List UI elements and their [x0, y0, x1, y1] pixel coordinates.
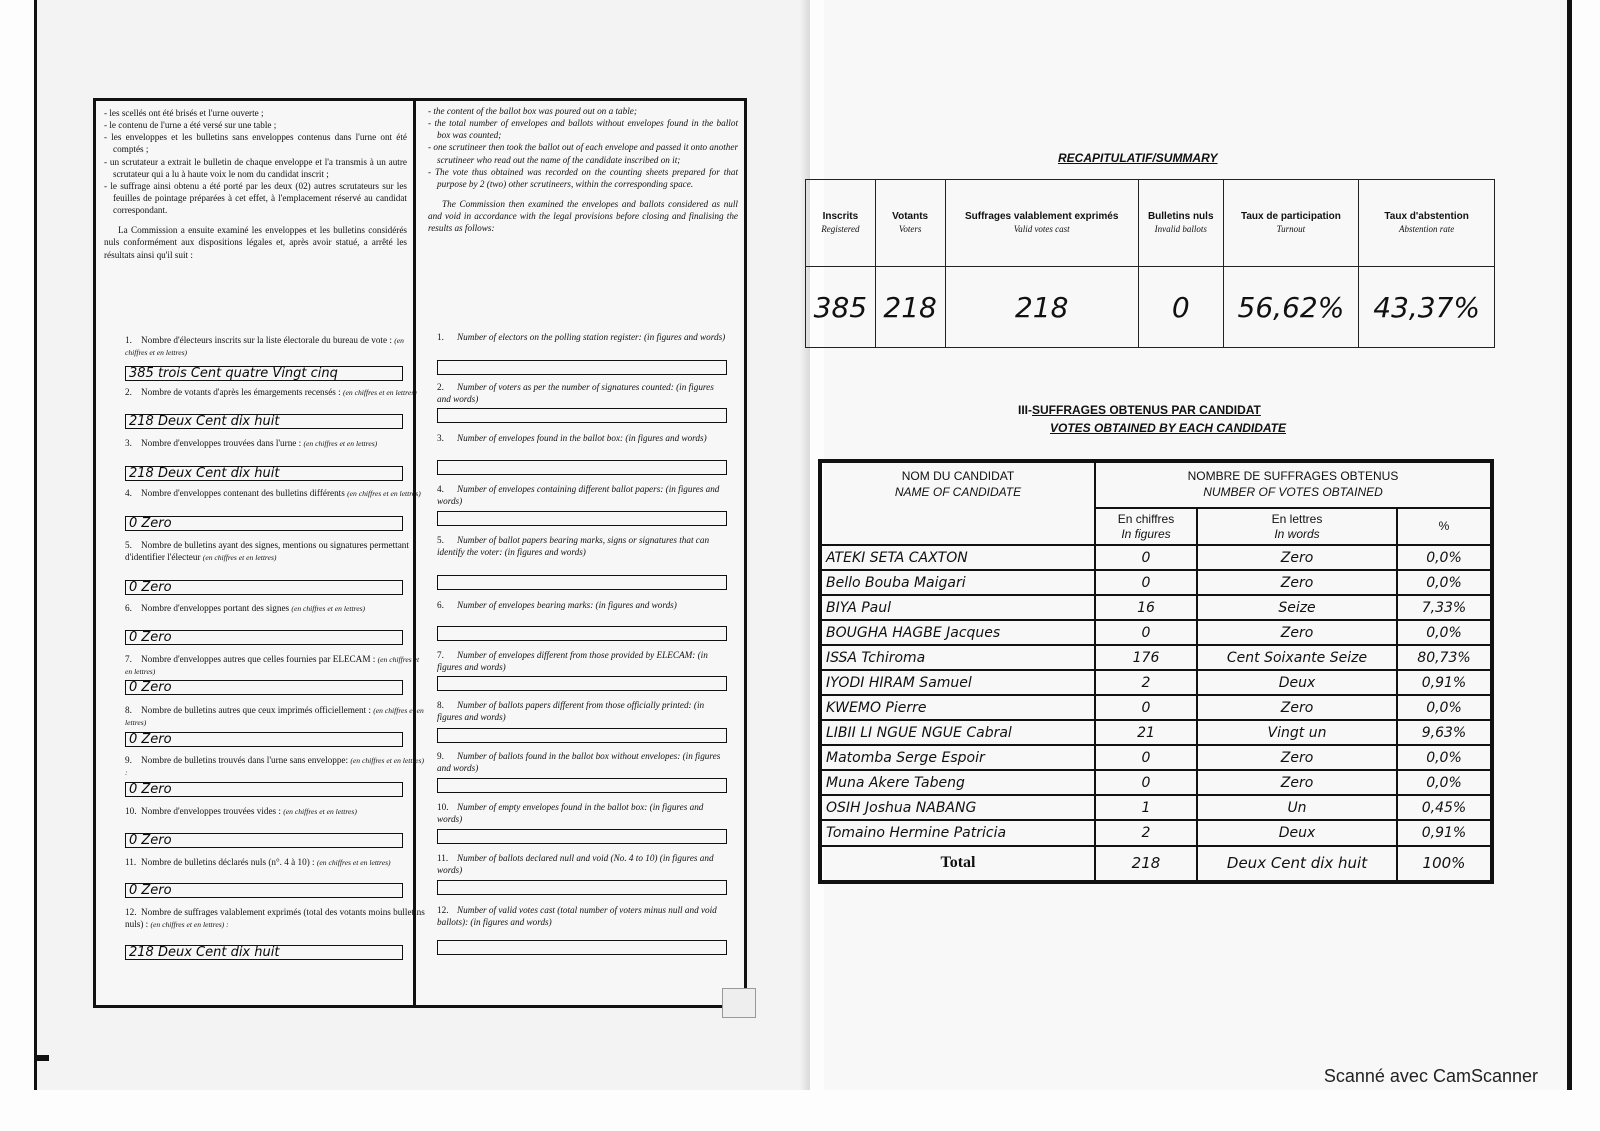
candidate-row: [820, 770, 1492, 795]
en-question-10: 10. Number of empty envelopes found in the ballot box: (in figures and words): [437, 802, 704, 824]
en-question-6: 6. Number of envelopes bearing marks: (in figures and words): [437, 600, 677, 610]
candidate-votes-figures: 0: [1095, 620, 1197, 645]
fr-bullet: - le contenu de l'urne a été versé sur une table ;: [104, 120, 277, 131]
candidate-rows: [820, 545, 1492, 845]
candidates-table: [818, 459, 1494, 884]
fr-answer-field-3[interactable]: 218 Deux Cent dix huit: [125, 466, 403, 481]
summary-value-voters: 218: [875, 267, 945, 348]
candidate-percent: 80,73%: [1397, 645, 1492, 670]
summary-value-registered: 385: [806, 267, 876, 348]
en-answer-field-6[interactable]: [437, 626, 727, 641]
candidate-row: [820, 720, 1492, 745]
fr-question-10: 10. Nombre d'enveloppes trouvées vides : (en chiffres et en lettres): [125, 806, 357, 816]
total-percent: 100%: [1397, 846, 1492, 882]
candidate-row: [820, 695, 1492, 720]
fr-question-8: 8. Nombre de bulletins autres que ceux imprimés officiellement : (en chiffres et en lettres): [125, 705, 424, 727]
candidate-percent: 0,0%: [1397, 620, 1492, 645]
candidate-name: BIYA Paul: [820, 595, 1095, 620]
candidate-votes-words: Seize: [1197, 595, 1397, 620]
candidate-percent: 0,91%: [1397, 820, 1492, 845]
en-bullet: - the total number of envelopes and ballots without envelopes found in the ballot box was counted;: [428, 118, 738, 141]
en-answer-field-10[interactable]: [437, 829, 727, 844]
summary-header-turnout: Taux de participation Turnout: [1223, 180, 1359, 267]
candidate-row: [820, 545, 1492, 570]
candidate-votes-words: Deux: [1197, 820, 1397, 845]
summary-header-abstention: Taux d'abstention Abstention rate: [1359, 180, 1495, 267]
page-gutter: [800, 0, 810, 1090]
candidate-name: BOUGHA HAGBE Jacques: [820, 620, 1095, 645]
scanner-watermark: Scanné avec CamScanner: [1323, 1066, 1538, 1086]
candidate-votes-words: Zero: [1197, 545, 1397, 570]
candidate-votes-words: Zero: [1197, 745, 1397, 770]
candidate-percent: 0,0%: [1397, 745, 1492, 770]
candidate-row: [820, 670, 1492, 695]
candidate-row: [820, 645, 1492, 670]
fr-paragraph: La Commission a ensuite examiné les enveloppes et les bulletins considérés nuls conformément aux dispositions légales et, après avoir statué, a arrêté les résultats ainsi qu'il suit :: [104, 225, 407, 260]
candidate-votes-words: Un: [1197, 795, 1397, 820]
en-question-12: 12. Number of valid votes cast (total number of voters minus null and void ballots): (in figures and words): [437, 905, 717, 927]
candidate-votes-words: Zero: [1197, 620, 1397, 645]
candidate-votes-figures: 0: [1095, 570, 1197, 595]
fr-answer-field-10[interactable]: 0 Zero: [125, 833, 403, 848]
fr-bullet: - les scellés ont été brisés et l'urne ouverte ;: [104, 108, 264, 118]
fr-answer-field-11[interactable]: 0 Zero: [125, 883, 403, 898]
fr-answer-field-7[interactable]: 0 Zero: [125, 680, 403, 695]
left-page: [34, 0, 810, 1090]
candidate-votes-figures: 0: [1095, 745, 1197, 770]
en-answer-field-8[interactable]: [437, 728, 727, 743]
candidate-percent: 0,45%: [1397, 795, 1492, 820]
fr-answer-field-12[interactable]: 218 Deux Cent dix huit: [125, 945, 403, 960]
stamp-mark: [722, 988, 756, 1018]
fr-bullet: - le suffrage ainsi obtenu a été porté par les deux (02) autres scrutateurs sur les feuilles de pointage préparées à cet effet, à l'emplacement réservé au candidat correspondant.: [104, 180, 407, 216]
fr-question-12: 12. Nombre de suffrages valablement exprimés (total des votants moins bulletins nuls) : (en chiffres et en lettres) :: [125, 907, 425, 929]
candidate-percent: 0,0%: [1397, 570, 1492, 595]
fr-answer-field-2[interactable]: 218 Deux Cent dix huit: [125, 414, 403, 429]
summary-value-valid: 218: [945, 267, 1138, 348]
candidates-section-subtitle: VOTES OBTAINED BY EACH CANDIDATE: [1050, 421, 1287, 435]
fr-question-7: 7. Nombre d'enveloppes autres que celles fournies par ELECAM : (en chiffres et en lettres): [125, 654, 420, 676]
en-answer-field-4[interactable]: [437, 511, 727, 526]
fr-question-5: 5. Nombre de bulletins ayant des signes, mentions ou signatures permettant d'identifier l'électeur (en chiffres et en lettres): [125, 540, 409, 562]
en-question-2: 2. Number of voters as per the number of signatures counted: (in figures and words): [437, 382, 714, 404]
candidate-name: Tomaino Hermine Patricia: [820, 820, 1095, 845]
en-question-8: 8. Number of ballots papers different from those officially printed: (in figures and words): [437, 700, 705, 722]
candidate-votes-figures: 16: [1095, 595, 1197, 620]
fr-answer-field-5[interactable]: 0 Zero: [125, 580, 403, 595]
header-figures: En chiffres In figures: [1095, 508, 1197, 546]
en-question-1: 1. Number of electors on the polling station register: (in figures and words): [437, 332, 726, 342]
en-answer-field-5[interactable]: [437, 575, 727, 590]
en-paragraph: The Commission then examined the envelopes and ballots considered as null and void in accordance with the legal provisions before closing and finalising the results as follows:: [428, 198, 738, 234]
en-bullet: - the content of the ballot box was poured out on a table;: [428, 106, 637, 116]
en-question-7: 7. Number of envelopes different from those provided by ELECAM: (in figures and words): [437, 650, 708, 672]
candidate-votes-words: Zero: [1197, 695, 1397, 720]
candidate-row: [820, 745, 1492, 770]
fr-question-11: 11. Nombre de bulletins déclarés nuls (n°. 4 à 10) : (en chiffres et en lettres): [125, 857, 391, 867]
fr-bullet: - un scrutateur a extrait le bulletin de chaque enveloppe et l'a transmis à un autre scrutateur qui a lu à haute voix le nom du candidat inscrit ;: [104, 156, 407, 179]
fr-answer-field-4[interactable]: 0 Zero: [125, 516, 403, 531]
fr-question-2: 2. Nombre de votants d'après les émargements recensés : (en chiffres et en lettres): [125, 387, 417, 397]
en-bullet: - one scrutineer then took the ballot out of each envelope and passed it onto another scrutineer who read out the name of the candidate inscribed on it;: [428, 142, 739, 165]
candidate-votes-figures: 0: [1095, 545, 1197, 570]
summary-value-invalid: 0: [1138, 267, 1223, 348]
fr-answer-field-6[interactable]: 0 Zero: [125, 630, 403, 645]
en-answer-field-9[interactable]: [437, 778, 727, 793]
candidate-row: [820, 595, 1492, 620]
en-question-5: 5. Number of ballot papers bearing marks, signs or signatures that can identify the voter: (in figures and words): [437, 535, 710, 557]
candidate-votes-words: Zero: [1197, 770, 1397, 795]
total-words: Deux Cent dix huit: [1197, 846, 1397, 882]
summary-value-abstention: 43,37%: [1359, 267, 1495, 348]
candidate-row: [820, 620, 1492, 645]
total-row: [820, 846, 1492, 882]
fr-answer-field-1[interactable]: 385 trois Cent quatre Vingt cinq: [125, 366, 403, 381]
summary-header-registered: Inscrits Registered: [806, 180, 876, 267]
candidate-percent: 7,33%: [1397, 595, 1492, 620]
fr-question-6: 6. Nombre d'enveloppes portant des signes (en chiffres et en lettres): [125, 603, 366, 613]
header-votes-obtained: NOMBRE DE SUFFRAGES OBTENUS NUMBER OF VOTES OBTAINED: [1095, 461, 1492, 508]
fr-answer-field-8[interactable]: 0 Zero: [125, 732, 403, 747]
candidate-percent: 0,91%: [1397, 670, 1492, 695]
candidate-name: Muna Akere Tabeng: [820, 770, 1095, 795]
candidate-percent: 0,0%: [1397, 545, 1492, 570]
candidate-name: LIBII LI NGUE NGUE Cabral: [820, 720, 1095, 745]
candidate-votes-figures: 0: [1095, 770, 1197, 795]
candidate-votes-words: Vingt un: [1197, 720, 1397, 745]
fr-bullet: - les enveloppes et les bulletins sans enveloppes contenus dans l'urne ont été comptés ;: [104, 132, 407, 155]
summary-table: [805, 179, 1495, 348]
candidate-row: [820, 795, 1492, 820]
fr-question-3: 3. Nombre d'enveloppes trouvées dans l'urne : (en chiffres et en lettres): [125, 438, 378, 448]
candidate-name: OSIH Joshua NABANG: [820, 795, 1095, 820]
candidate-votes-figures: 2: [1095, 820, 1197, 845]
header-candidate-name: NOM DU CANDIDAT NAME OF CANDIDATE: [820, 461, 1095, 545]
candidate-name: ATEKI SETA CAXTON: [820, 545, 1095, 570]
en-question-3: 3. Number of envelopes found in the ballot box: (in figures and words): [437, 433, 707, 443]
candidate-percent: 0,0%: [1397, 770, 1492, 795]
candidate-votes-words: Zero: [1197, 570, 1397, 595]
fr-answer-field-9[interactable]: 0 Zero: [125, 782, 403, 797]
candidate-percent: 0,0%: [1397, 695, 1492, 720]
candidate-votes-figures: 2: [1095, 670, 1197, 695]
candidate-votes-words: Cent Soixante Seize: [1197, 645, 1397, 670]
fr-question-4: 4. Nombre d'enveloppes contenant des bulletins différents (en chiffres et en lettres): [125, 488, 421, 498]
en-answer-field-12[interactable]: [437, 940, 727, 955]
header-percent: %: [1397, 508, 1492, 546]
scan-edge-mark: [37, 1055, 49, 1061]
candidate-votes-figures: 1: [1095, 795, 1197, 820]
candidate-percent: 9,63%: [1397, 720, 1492, 745]
summary-value-turnout: 56,62%: [1223, 267, 1359, 348]
total-figures: 218: [1095, 846, 1197, 882]
candidate-row: [820, 570, 1492, 595]
summary-title: RECAPITULATIF/SUMMARY: [1058, 151, 1218, 165]
en-question-4: 4. Number of envelopes containing different ballot papers: (in figures and words): [437, 484, 720, 506]
en-question-9: 9. Number of ballots found in the ballot box without envelopes: (in figures and words): [437, 751, 721, 773]
en-bullet: - The vote thus obtained was recorded on the counting sheets prepared for that purpose by 2 (two) other scrutineers, within the corresponding space.: [428, 166, 738, 189]
candidate-votes-figures: 0: [1095, 695, 1197, 720]
candidate-votes-figures: 21: [1095, 720, 1197, 745]
candidate-votes-words: Deux: [1197, 670, 1397, 695]
candidate-name: KWEMO Pierre: [820, 695, 1095, 720]
candidates-section-title: III-SUFFRAGES OBTENUS PAR CANDIDAT: [1018, 403, 1261, 417]
header-words: En lettres In words: [1197, 508, 1397, 546]
candidate-name: IYODI HIRAM Samuel: [820, 670, 1095, 695]
en-answer-field-11[interactable]: [437, 880, 727, 895]
summary-header-voters: Votants Voters: [875, 180, 945, 267]
fr-question-1: 1. Nombre d'électeurs inscrits sur la liste électorale du bureau de vote : (en chiffres et en lettres): [125, 335, 404, 357]
en-question-11: 11. Number of ballots declared null and void (No. 4 to 10) (in figures and words): [437, 853, 714, 875]
en-answer-field-2[interactable]: [437, 408, 727, 423]
fr-question-9: 9. Nombre de bulletins trouvés dans l'urne sans enveloppe: (en chiffres et en lettres) :: [125, 755, 425, 777]
total-label: Total: [820, 846, 1095, 882]
en-answer-field-7[interactable]: [437, 676, 727, 691]
candidate-votes-figures: 176: [1095, 645, 1197, 670]
summary-header-invalid: Bulletins nuls Invalid ballots: [1138, 180, 1223, 267]
en-answer-field-3[interactable]: [437, 460, 727, 475]
candidate-name: Bello Bouba Maigari: [820, 570, 1095, 595]
candidate-name: ISSA Tchiroma: [820, 645, 1095, 670]
candidate-name: Matomba Serge Espoir: [820, 745, 1095, 770]
candidate-row: [820, 820, 1492, 845]
en-answer-field-1[interactable]: [437, 360, 727, 375]
summary-header-valid: Suffrages valablement exprimés Valid votes cast: [945, 180, 1138, 267]
